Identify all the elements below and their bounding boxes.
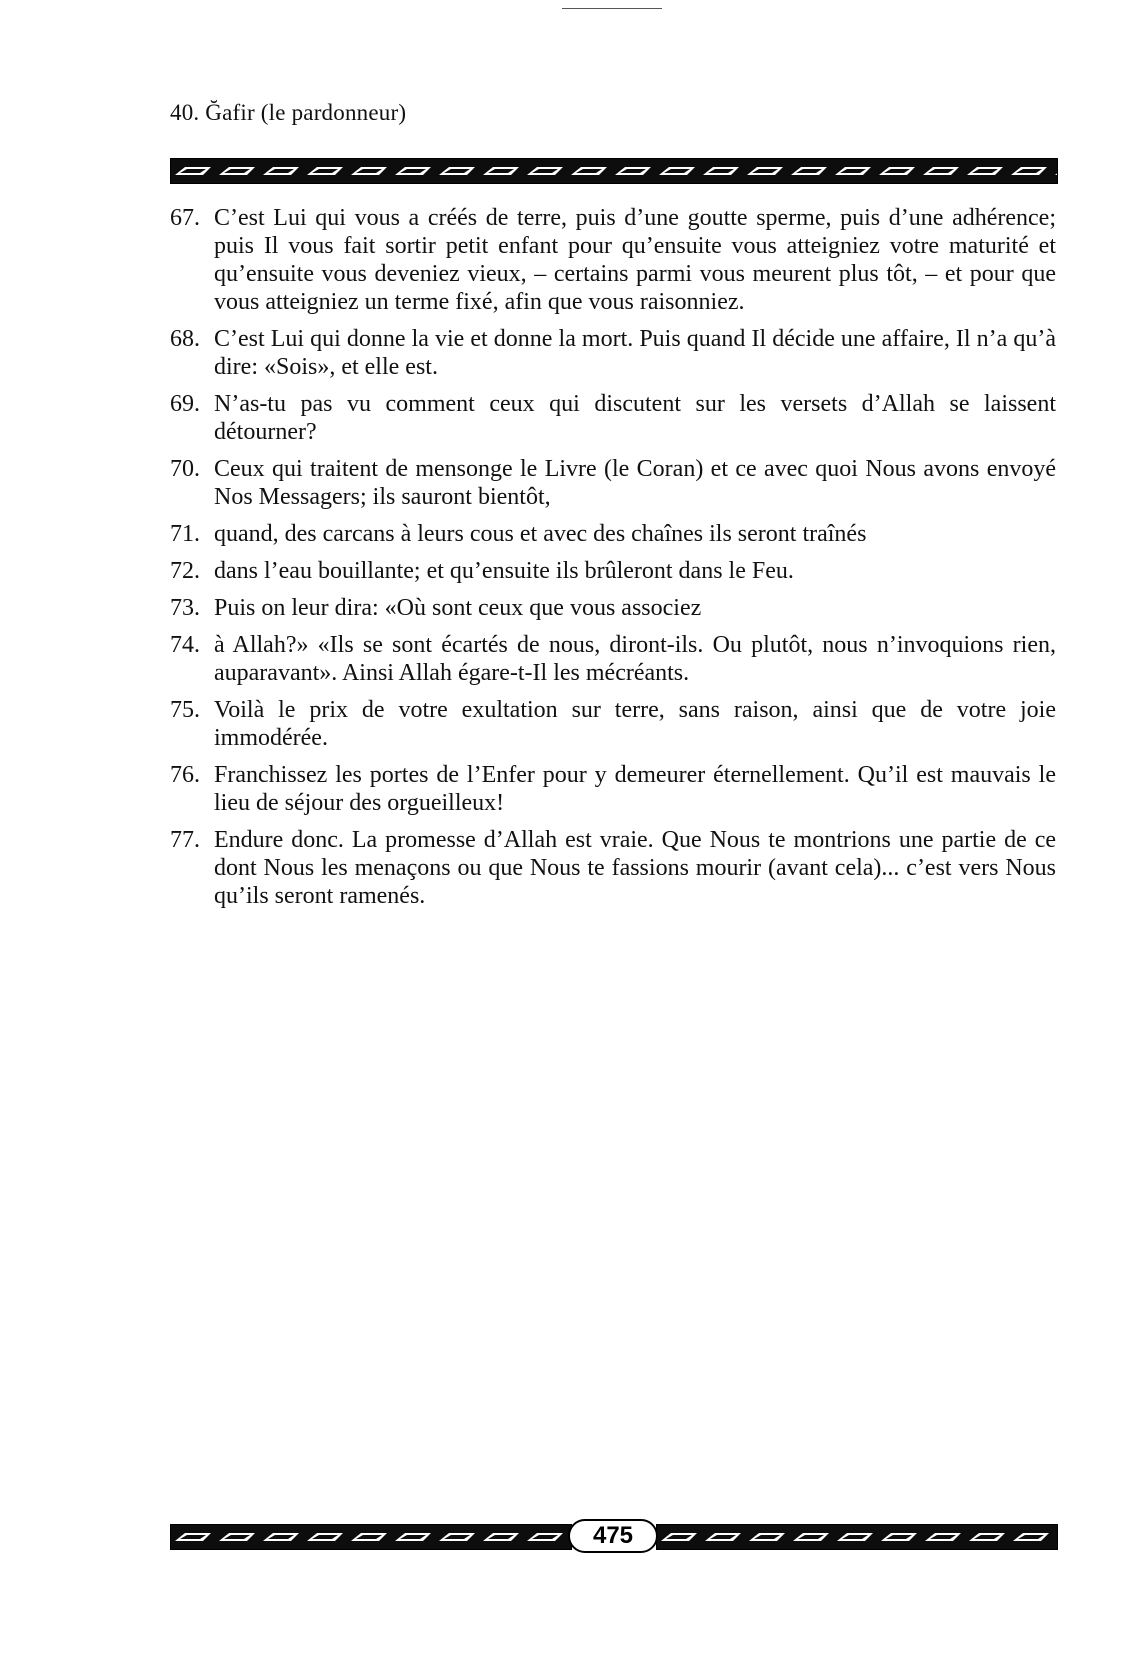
verse-list [170, 204, 1056, 919]
verse-item [170, 761, 1056, 817]
verse-number: 71. [170, 521, 200, 547]
verse-text: Endure donc. La promesse d’Allah est vraie. Que Nous te montrions une partie de ce dont Nous les menaçons ou que Nous te fassions mourir (avant cela)... c’est vers Nous qu’ils seront ramenés. [214, 827, 1056, 909]
verse-item [170, 631, 1056, 687]
top-ornament-band [170, 158, 1058, 184]
verse-item [170, 455, 1056, 511]
top-rule [562, 8, 662, 9]
verse-text: N’as-tu pas vu comment ceux qui discutent sur les versets d’Allah se laissent détourner? [214, 391, 1056, 445]
verse-text: Voilà le prix de votre exultation sur terre, sans raison, ainsi que de votre joie immodérée. [214, 697, 1056, 751]
verse-number: 70. [170, 456, 200, 482]
verse-text: Ceux qui traitent de mensonge le Livre (le Coran) et ce avec quoi Nous avons envoyé Nos Messagers; ils sauront bientôt, [214, 456, 1056, 510]
verse-item [170, 594, 1056, 622]
verse-number: 77. [170, 827, 200, 853]
verse-number: 73. [170, 595, 200, 621]
verse-item [170, 390, 1056, 446]
footer-ornament-right [656, 1524, 1058, 1550]
chain-ornament-right [657, 1525, 1057, 1549]
verse-item [170, 557, 1056, 585]
verse-number: 69. [170, 391, 200, 417]
verse-text: Puis on leur dira: «Où sont ceux que vous associez [214, 595, 702, 621]
page-footer [170, 1519, 1056, 1553]
verse-number: 68. [170, 326, 200, 352]
verse-text: C’est Lui qui donne la vie et donne la mort. Puis quand Il décide une affaire, Il n’a qu’à dire: «Sois», et elle est. [214, 326, 1056, 380]
verse-item [170, 520, 1056, 548]
verse-text: dans l’eau bouillante; et qu’ensuite ils brûleront dans le Feu. [214, 558, 794, 584]
verse-number: 67. [170, 205, 200, 231]
verse-item [170, 696, 1056, 752]
verse-text: C’est Lui qui vous a créés de terre, puis d’une goutte sperme, puis d’une adhérence; puis Il vous fait sortir petit enfant pour qu’ensuite vous atteigniez votre maturité et qu’ensuite vous deveniez vieux, – certains parmi vous meurent plus tôt, – et pour que vous atteigniez un terme fixé, afin que vous raisonniez. [214, 205, 1056, 315]
verse-text: à Allah?» «Ils se sont écartés de nous, diront-ils. Ou plutôt, nous n’invoquions rien, auparavant». Ainsi Allah égare-t-Il les mécréants. [214, 632, 1056, 686]
verse-text: quand, des carcans à leurs cous et avec des chaînes ils seront traînés [214, 521, 867, 547]
verse-number: 76. [170, 762, 200, 788]
chain-ornament-left [171, 1525, 571, 1549]
verse-text: Franchissez les portes de l’Enfer pour y demeurer éternellement. Qu’il est mauvais le lieu de séjour des orgueilleux! [214, 762, 1056, 816]
verse-number: 72. [170, 558, 200, 584]
verse-item [170, 325, 1056, 381]
verse-item [170, 826, 1056, 910]
footer-ornament-left [170, 1524, 572, 1550]
chain-ornament-top [171, 159, 1057, 183]
verse-number: 74. [170, 632, 200, 658]
verse-number: 75. [170, 697, 200, 723]
surah-title: 40. Ğafir (le pardonneur) [170, 100, 407, 125]
page-number: 475 [568, 1519, 658, 1553]
verse-item [170, 204, 1056, 316]
